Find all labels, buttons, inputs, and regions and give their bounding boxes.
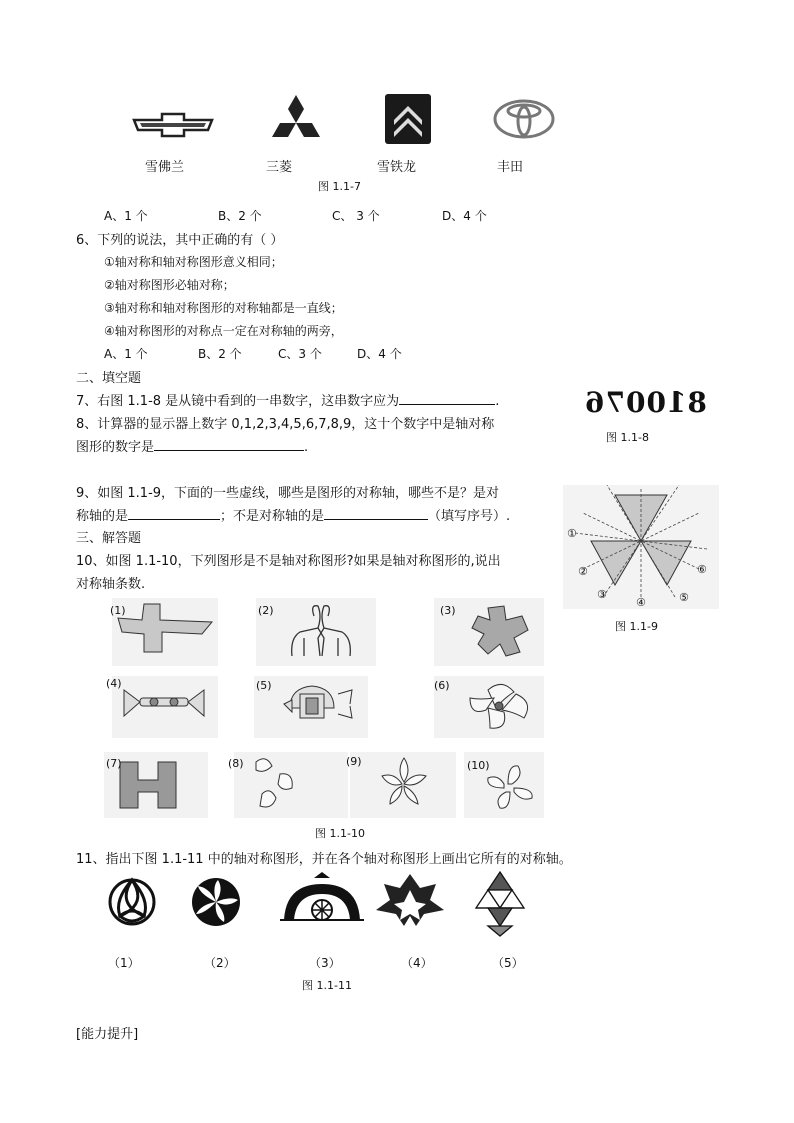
question-end: .	[495, 394, 500, 409]
question-text: （填写序号）.	[428, 509, 511, 524]
answer-blank[interactable]	[128, 508, 220, 520]
answer-blank[interactable]	[324, 508, 428, 520]
logo-name: 丰田	[497, 160, 524, 175]
logo-name: 三菱	[266, 160, 293, 175]
question-end: .	[304, 440, 309, 455]
question-text: 9、如图 1.1-9，下面的一些虚线，哪些是图形的对称轴，哪些不是？是对	[76, 486, 500, 501]
answer-blank[interactable]	[399, 393, 495, 405]
option: A、1 个	[104, 209, 148, 223]
figure-label: (6)	[434, 679, 450, 692]
question-text: 图形的数字是	[76, 440, 155, 455]
option: D、4 个	[442, 209, 487, 223]
axis-label: ①	[567, 527, 577, 540]
figure-caption: 图 1.1-8	[606, 431, 649, 444]
answer-blank[interactable]	[154, 439, 304, 451]
figure-label: （2）	[204, 956, 236, 970]
section-heading: 三、解答题	[76, 531, 142, 546]
figure-label: （3）	[309, 956, 341, 970]
option: C、3 个	[278, 347, 322, 361]
option: D、4 个	[357, 347, 402, 361]
option: A、1 个	[104, 347, 148, 361]
question-text: 8、计算器的显示器上数字 0,1,2,3,4,5,6,7,8,9，这十个数字中是轴对称	[76, 417, 495, 432]
question-text: ；不是对称轴的是	[220, 509, 325, 524]
logo-chevrolet	[132, 112, 214, 138]
logo-name: 雪佛兰	[145, 160, 185, 175]
figure-label: （5）	[492, 956, 524, 970]
question-7	[76, 390, 499, 409]
axis-label: ②	[578, 565, 588, 578]
axis-label: ③	[597, 588, 607, 601]
question-text: 称轴的是	[76, 509, 129, 524]
figure-label: (7)	[106, 757, 122, 770]
figure-1-1-10	[104, 598, 544, 818]
statement: ①轴对称和轴对称图形意义相同；	[104, 255, 283, 269]
logo-citroen	[385, 94, 431, 144]
option: B、2 个	[198, 347, 242, 361]
figure-label: (1)	[110, 604, 126, 617]
logo-toyota	[493, 99, 555, 139]
option: B、2 个	[218, 209, 262, 223]
figure-label: （1）	[108, 956, 140, 970]
figure-1-1-9	[563, 485, 719, 609]
figure-caption: 图 1.1-7	[318, 180, 361, 193]
figure-label: (10)	[467, 759, 490, 772]
logo-name: 雪铁龙	[377, 160, 417, 175]
figure-label: (5)	[256, 679, 272, 692]
figure-label: (9)	[346, 755, 362, 768]
option: C、 3 个	[332, 209, 380, 223]
figure-label: (4)	[106, 677, 122, 690]
axis-label: ⑥	[697, 563, 707, 576]
question-stem: 6、下列的说法，其中正确的有（ ）	[76, 233, 284, 248]
statement: ④轴对称图形的对称点一定在对称轴的两旁，	[104, 324, 343, 338]
axis-label: ④	[636, 596, 646, 609]
logo-mitsubishi	[266, 95, 326, 139]
statement: ②轴对称图形必轴对称；	[104, 278, 235, 292]
section-heading: 二、填空题	[76, 371, 142, 386]
question-text: 对称轴条数.	[76, 577, 146, 592]
question-text: 11、指出下图 1.1-11 中的轴对称图形，并在各个轴对称图形上画出它所有的对称轴。	[76, 852, 572, 867]
question-text: 7、右图 1.1-8 是从镜中看到的一串数字，这串数字应为	[76, 394, 400, 409]
figure-label: (8)	[228, 757, 244, 770]
question-8-line2	[76, 436, 308, 455]
question-text: 10、如图 1.1-10，下列图形是不是轴对称图形?如果是轴对称图形的,说出	[76, 554, 501, 569]
question-9-line2	[76, 505, 510, 524]
figure-caption: 图 1.1-9	[615, 620, 658, 633]
mirrored-digits: 810076	[584, 386, 707, 419]
section-footer: [能力提升]	[76, 1027, 139, 1042]
figure-label: (3)	[440, 604, 456, 617]
figure-caption: 图 1.1-10	[315, 827, 365, 840]
figure-label: （4）	[401, 956, 433, 970]
figure-label: (2)	[258, 604, 274, 617]
axis-label: ⑤	[679, 591, 689, 604]
figure-1-1-11	[100, 870, 540, 940]
figure-caption: 图 1.1-11	[302, 979, 352, 992]
statement: ③轴对称和轴对称图形的对称轴都是一直线；	[104, 301, 343, 315]
